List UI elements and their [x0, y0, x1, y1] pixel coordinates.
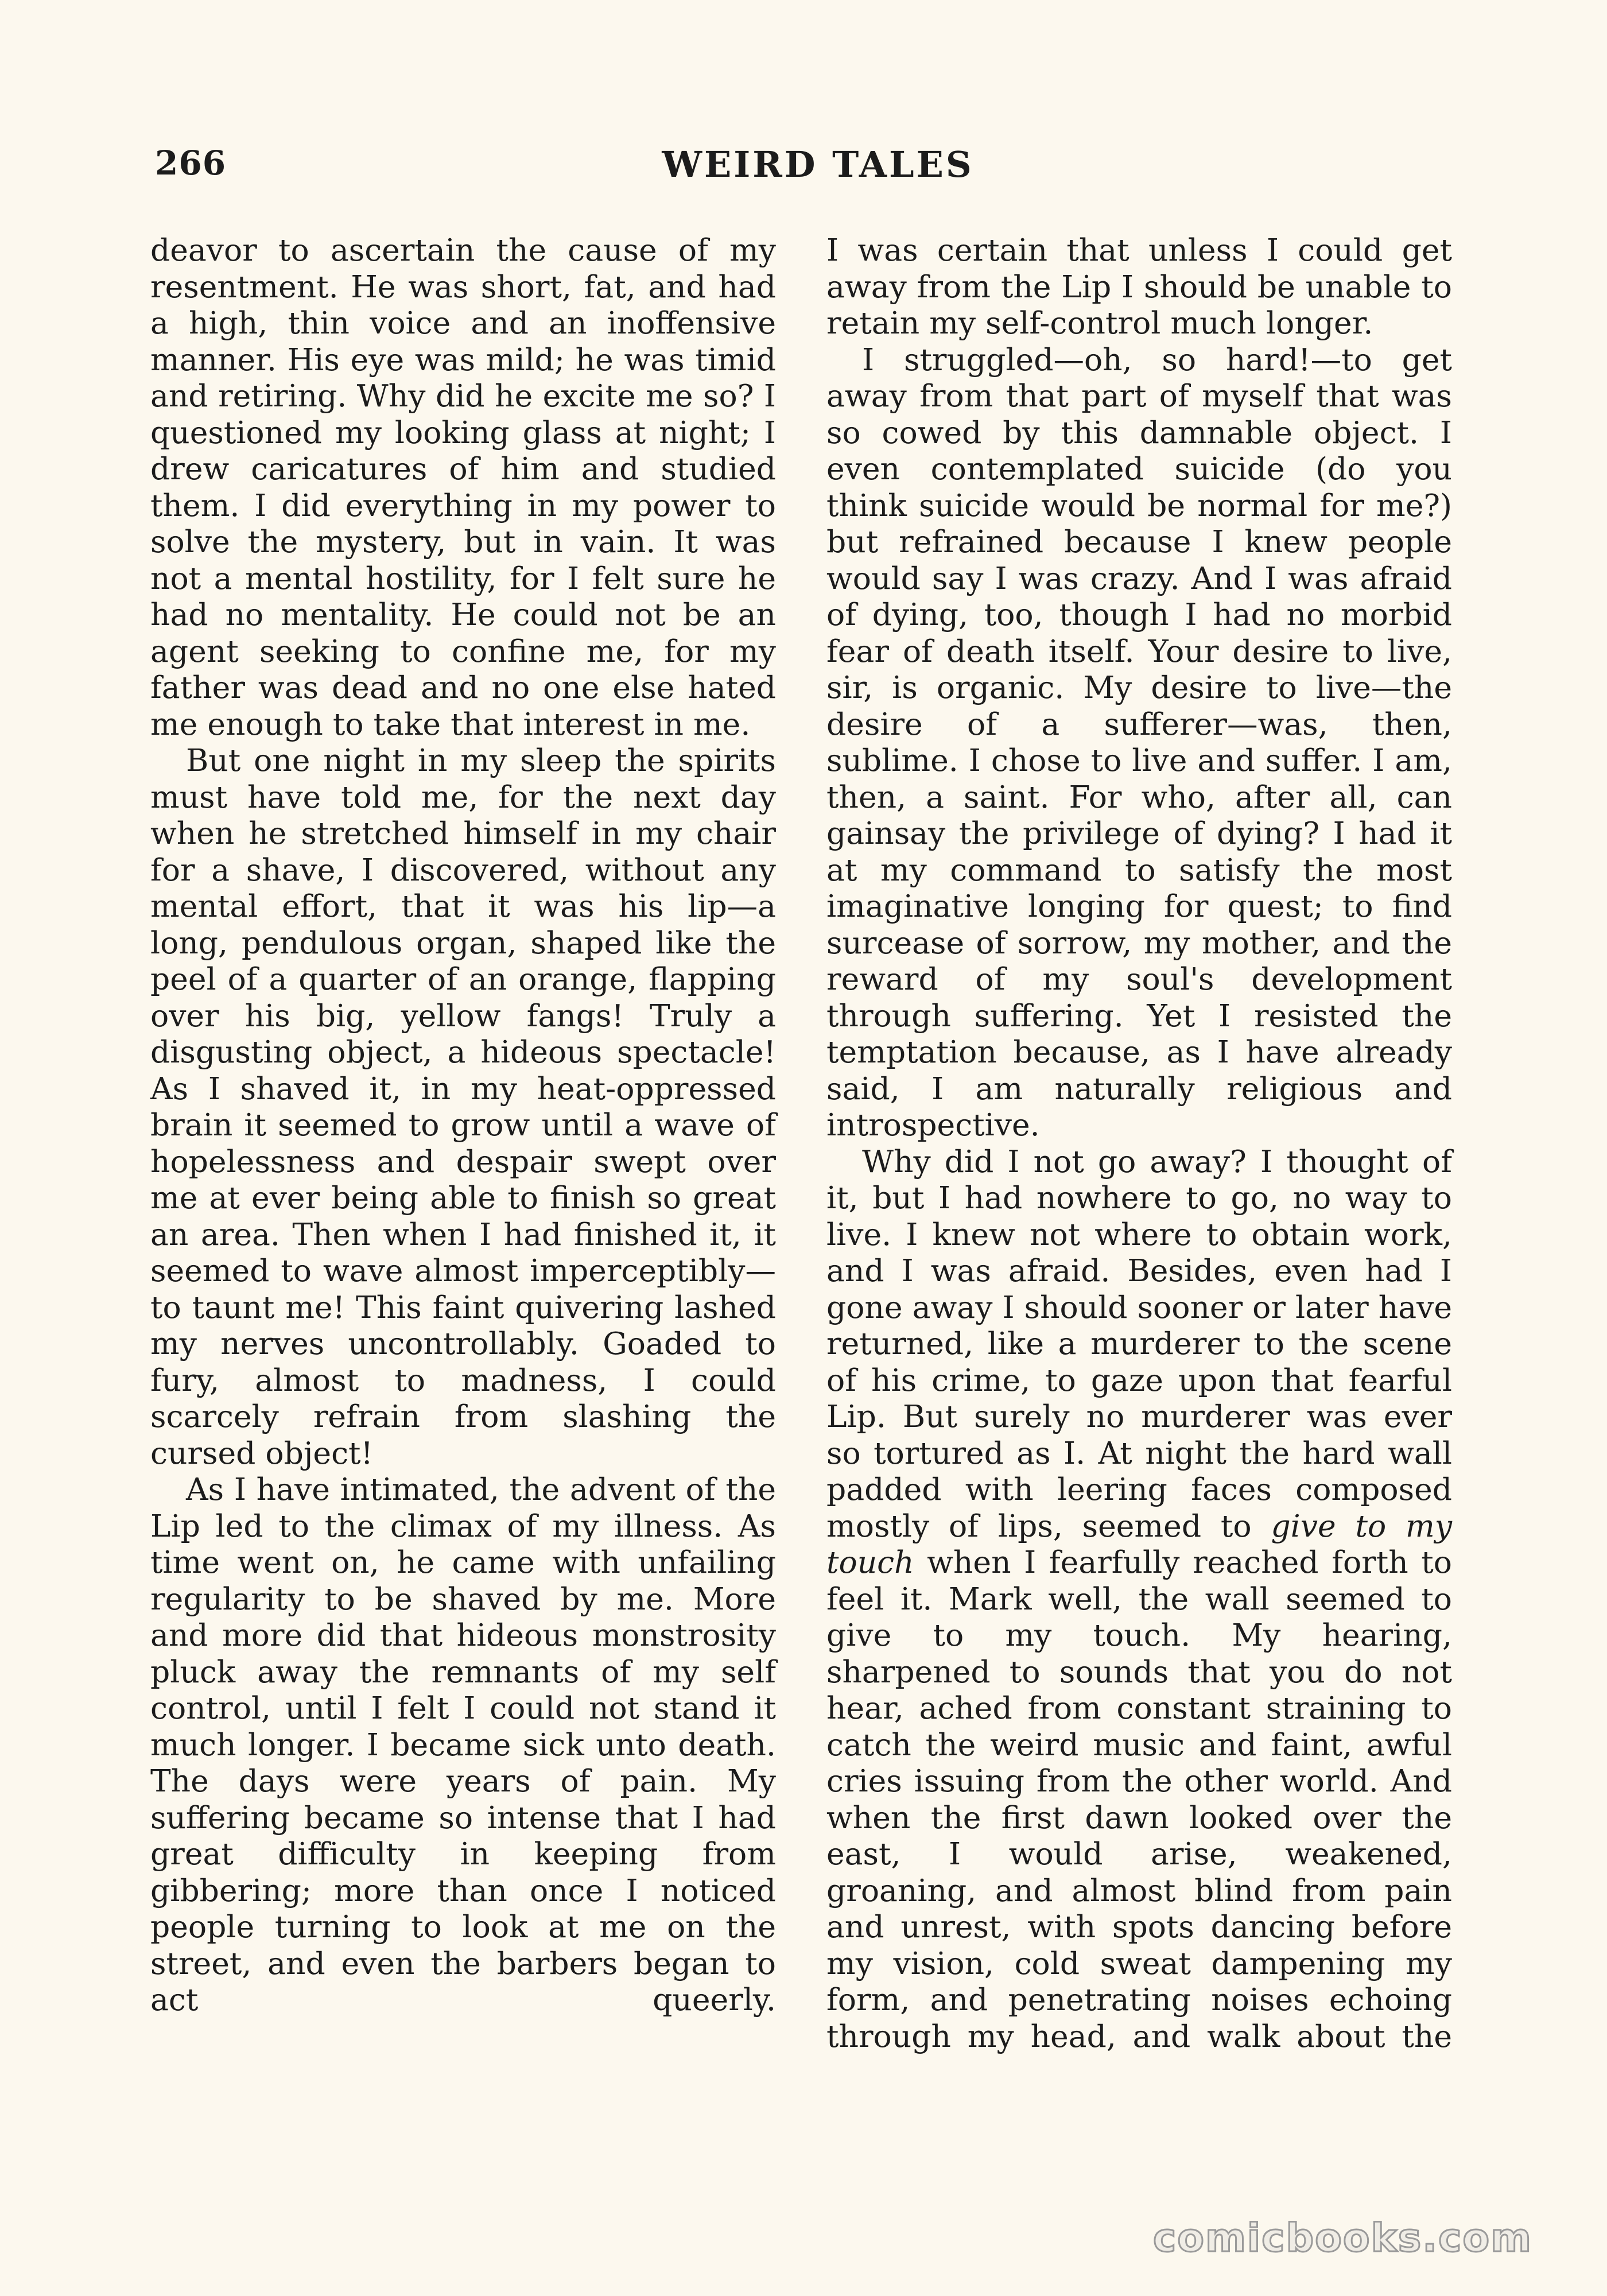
left-column [150, 232, 776, 2018]
left-paragraph-3: As I have intimated, the advent of the Lip led to the climax of my illness. As time went on, he came with unfailing regularity to be shaved by me. More and more did that hideous monstrosity pluck away the remnants of my self control, until I felt I could not stand it much longer. I became sick unto death. The days were years of pain. My suffering became so intense that I had great difficulty in keeping from gibbering; more than once I noticed people turning to look at me on the street, and even the barbers began to act queerly. [150, 1471, 776, 2018]
left-paragraph-2: But one night in my sleep the spirits must have told me, for the next day when he stretched himself in my chair for a shave, I discovered, without any mental effort, that it was his lip—a long, pendulous organ, shaped like the peel of a quarter of an orange, flapping over his big, yellow fangs! Truly a disgusting object, a hideous spectacle! As I shaved it, in my heat-oppressed brain it seemed to grow until a wave of hopelessness and despair swept over me at ever being able to finish so great an area. Then when I had finished it, it seemed to wave almost imperceptibly—to taunt me! This faint quivering lashed my nerves uncontrollably. Goaded to fury, almost to madness, I could scarcely refrain from slashing the cursed object! [150, 742, 776, 1471]
right-paragraph-1: I was certain that unless I could get away from the Lip I should be unable to retain my self-control much longer. [826, 232, 1452, 341]
right-column [826, 232, 1452, 2054]
italic-phrase: give to my touch [826, 1507, 1453, 1580]
site-watermark: comicbooks.com [1152, 2216, 1532, 2261]
right-paragraph-3-end: when I fearfully reached forth to feel it. Mark well, the wall seemed to give to my touch. My hearing, sharpened to sounds that you do not hear, ached from constant straining to catch the weird music and faint, awful cries issuing from the other world. And when the first dawn looked over the east, I would arise, weakened, groaning, and almost blind from pain and unrest, with spots dancing before my vision, cold sweat dampening my form, and penetrating noises echoing through my head, and walk about the [826, 1544, 1452, 2054]
left-paragraph-1: deavor to ascertain the cause of my resentment. He was short, fat, and had a high, thin voice and an inoffensive manner. His eye was mild; he was timid and retiring. Why did he excite me so? I questioned my looking glass at night; I drew caricatures of him and studied them. I did everything in my power to solve the mystery, but in vain. It was not a mental hostility, for I felt sure he had no mentality. He could not be an agent seeking to confine me, for my father was dead and no one else hated me enough to take that interest in me. [150, 232, 776, 742]
right-paragraph-2: I struggled—oh, so hard!—to get away from that part of myself that was so cowed by this damnable object. I even contemplated suicide (do you think suicide would be normal for me?) but refrained because I knew people would say I was crazy. And I was afraid of dying, too, though I had no morbid fear of death itself. Your desire to live, sir, is organic. My desire to live—the desire of a sufferer—was, then, sublime. I chose to live and suffer. I am, then, a saint. For who, after all, can gainsay the privilege of dying? I had it at my command to satisfy the most imaginative longing for quest; to find surcease of sorrow, my mother, and the reward of my soul's development through suffering. Yet I resisted the temptation because, as I have already said, I am naturally religious and introspective. [826, 341, 1452, 1143]
page-header [155, 138, 1481, 195]
right-paragraph-3-start: Why did I not go away? I thought of it, but I had nowhere to go, no way to live. I knew not where to obtain work, and I was afraid. Besides, even had I gone away I should sooner or later have returned, like a murderer to the scene of his crime, to gaze upon that fearful Lip. But surely no murderer was ever so tortured as I. At night the hard wall padded with leering faces composed mostly of lips, seemed to [826, 1143, 1452, 1544]
page-number: 266 [155, 144, 227, 183]
running-title: WEIRD TALES [662, 144, 974, 185]
right-paragraph-3 [826, 1143, 1452, 2055]
